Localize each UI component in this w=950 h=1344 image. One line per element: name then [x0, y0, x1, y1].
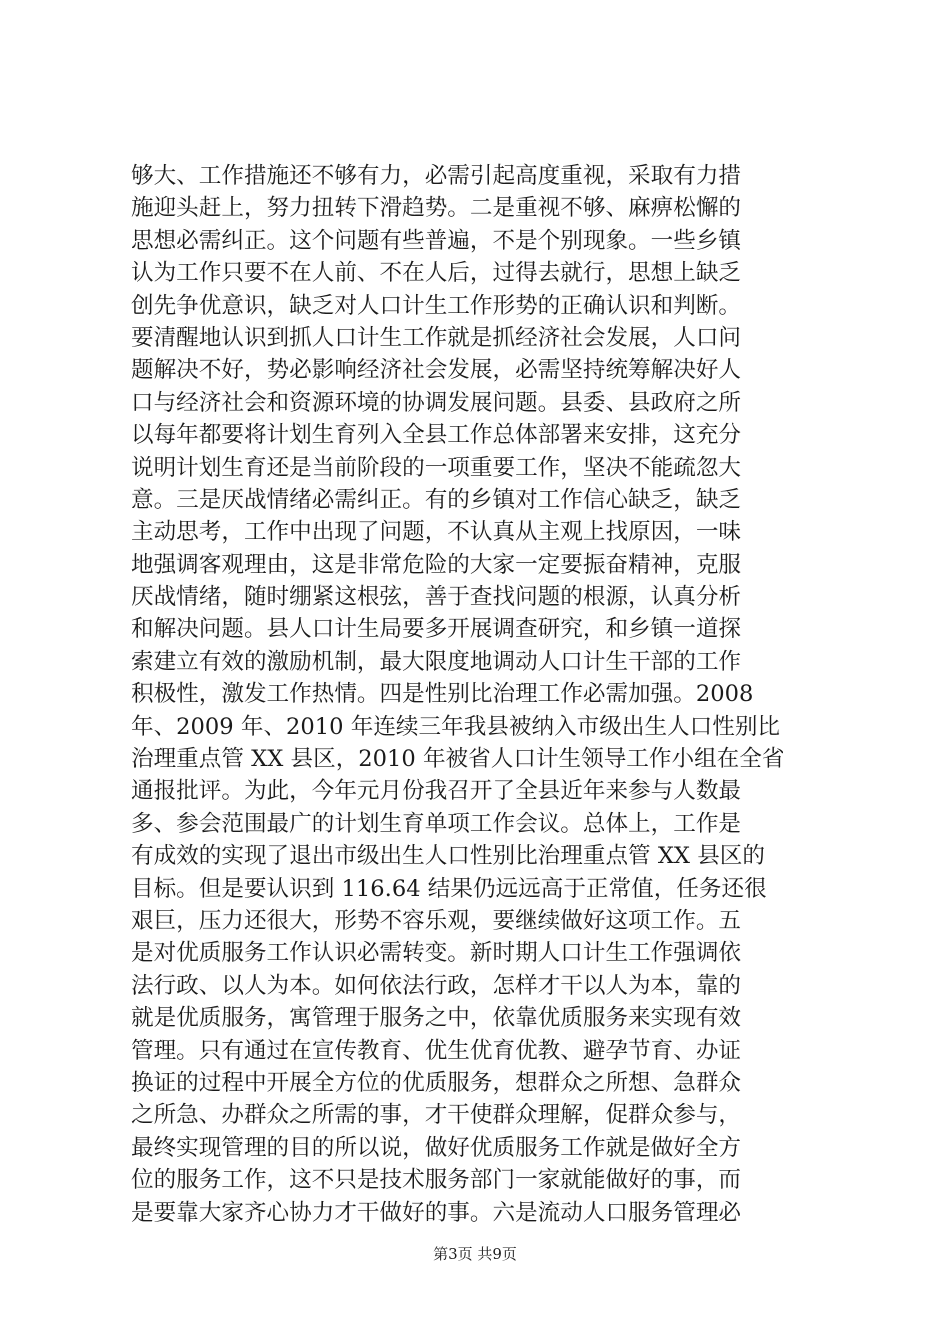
text-line: 位的服务工作，这不只是技术服务部门一家就能做好的事，而 — [131, 1167, 742, 1194]
text-line: 积极性，激发工作热情。四是性别比治理工作必需加强。2008 — [131, 681, 754, 708]
text-line: 和解决问题。县人口计生局要多开展调查研究，和乡镇一道探 — [131, 616, 742, 643]
text-line: 目标。但是要认识到 116.64 结果仍远远高于正常值，任务还很 — [131, 875, 767, 902]
text-line: 以每年都要将计划生育列入全县工作总体部署来安排，这充分 — [131, 422, 742, 449]
text-line: 施迎头赶上，努力扭转下滑趋势。二是重视不够、麻痹松懈的 — [131, 195, 742, 222]
text-line: 通报批评。为此，今年元月份我召开了全县近年来参与人数最 — [131, 778, 742, 805]
text-line: 题解决不好，势必影响经济社会发展，必需坚持统筹解决好人 — [131, 357, 742, 384]
text-line: 说明计划生育还是当前阶段的一项重要工作，坚决不能疏忽大 — [131, 454, 742, 481]
text-line: 地强调客观理由，这是非常危险的大家一定要振奋精神，克服 — [131, 551, 742, 578]
text-line: 艰巨，压力还很大，形势不容乐观，要继续做好这项工作。五 — [131, 907, 742, 934]
text-line: 法行政、以人为本。如何依法行政，怎样才干以人为本，靠的 — [131, 972, 742, 999]
text-line: 索建立有效的激励机制，最大限度地调动人口计生干部的工作 — [131, 648, 742, 675]
body-paragraph — [131, 160, 831, 1229]
page-number-footer: 第3页 共9页 — [433, 1245, 517, 1263]
text-line: 多、参会范围最广的计划生育单项工作会议。总体上，工作是 — [131, 810, 742, 837]
text-line: 创先争优意识，缺乏对人口计生工作形势的正确认识和判断。 — [131, 292, 742, 319]
text-line: 是要靠大家齐心协力才干做好的事。六是流动人口服务管理必 — [131, 1199, 742, 1226]
text-line: 是对优质服务工作认识必需转变。新时期人口计生工作强调依 — [131, 940, 742, 967]
text-line: 厌战情绪，随时绷紧这根弦，善于查找问题的根源，认真分析 — [131, 584, 742, 611]
text-line: 意。三是厌战情绪必需纠正。有的乡镇对工作信心缺乏，缺乏 — [131, 486, 742, 513]
text-line: 思想必需纠正。这个问题有些普遍，不是个别现象。一些乡镇 — [131, 227, 742, 254]
text-line: 主动思考，工作中出现了问题，不认真从主观上找原因，一味 — [131, 519, 742, 546]
text-line: 年、2009 年、2010 年连续三年我县被纳入市级出生人口性别比 — [131, 713, 781, 740]
text-line: 够大、工作措施还不够有力，必需引起高度重视，采取有力措 — [131, 163, 742, 189]
text-line: 治理重点管 XX 县区，2010 年被省人口计生领导工作小组在全省 — [131, 746, 785, 773]
text-line: 之所急、办群众之所需的事，才干使群众理解，促群众参与， — [131, 1102, 742, 1129]
text-line: 管理。只有通过在宣传教育、优生优育优教、避孕节育、办证 — [131, 1037, 742, 1064]
text-line: 换证的过程中开展全方位的优质服务，想群众之所想、急群众 — [131, 1069, 742, 1096]
text-line: 就是优质服务，寓管理于服务之中，依靠优质服务来实现有效 — [131, 1005, 742, 1032]
text-line: 认为工作只要不在人前、不在人后，过得去就行，思想上缺乏 — [131, 260, 742, 287]
text-line: 最终实现管理的目的所以说，做好优质服务工作就是做好全方 — [131, 1134, 742, 1161]
text-line: 口与经济社会和资源环境的协调发展问题。县委、县政府之所 — [131, 389, 742, 416]
text-line: 有成效的实现了退出市级出生人口性别比治理重点管 XX 县区的 — [131, 843, 765, 870]
text-line: 要清醒地认识到抓人口计生工作就是抓经济社会发展，人口问 — [131, 324, 742, 351]
